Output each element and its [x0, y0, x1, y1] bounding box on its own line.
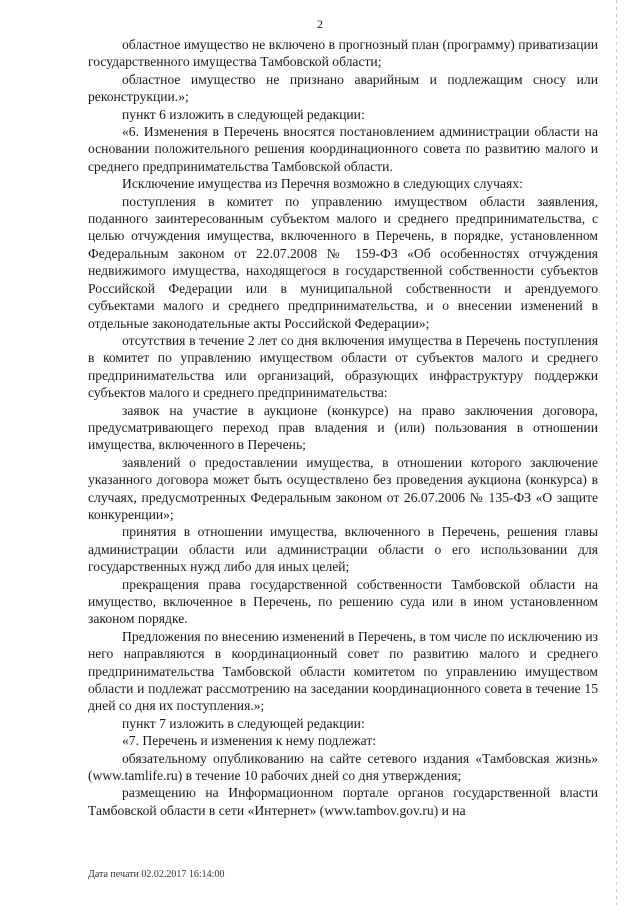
- paragraph: заявлений о предоставлении имущества, в отношении которого заключение указанного договора может быть осуществлено без проведения аукциона (конкурса) в случаях, предусмотренных Федеральным законом от 26.07.2006 № 135-ФЗ «О защите конкуренции»;: [88, 454, 598, 522]
- scan-artifact-line: [606, 0, 626, 905]
- paragraph: пункт 7 изложить в следующей редакции:: [122, 715, 365, 731]
- paragraph: поступления в комитет по управлению имуществом области заявления, поданного заинтересованным субъектом малого и среднего предпринимательства, с целью отчуждения имущества, включенного в Перечень, в порядке, установленном Федеральным законом от 22.07.2008 № 159-ФЗ «Об особенностях отчуждения недвижимого имущества, находящегося в государственной собственности субъектов Российской Федерации или в муниципальной собственности и арендуемого субъектами малого и среднего предпринимательства, и о внесении изменений в отдельные законодательные акты Российской Федерации»;: [88, 193, 598, 331]
- paragraph: пункт 6 изложить в следующей редакции:: [122, 106, 365, 122]
- paragraph: «7. Перечень и изменения к нему подлежат:: [122, 733, 377, 749]
- paragraph: размещению на Информационном портале органов государственной власти Тамбовской области в сети «Интернет» (www.tambov.gov.ru) и на: [88, 785, 598, 818]
- paragraph: отсутствия в течение 2 лет со дня включения имущества в Перечень поступления в комитет по управлению имуществом области от субъектов малого и среднего предпринимательства или организаций, образующих инфраструктуру поддержки субъектов малого и среднего предпринимательства:: [88, 332, 598, 401]
- print-date-footer: Дата печати 02.02.2017 16:14:00: [88, 869, 225, 880]
- paragraph: прекращения права государственной собственности Тамбовской области на имущество, включенное в Перечень, по решению суда или в ином установленном законом порядке.: [88, 576, 598, 627]
- paragraph: Предложения по внесению изменений в Перечень, в том числе по исключению из него направляются в координационный совет по развитию малого и среднего предпринимательства Тамбовской области комитетом по управлению имуществом области и подлежат рассмотрению на заседании координационного совета в течение 15 дней со дня их поступления.»;: [88, 628, 598, 714]
- page-number: 2: [317, 17, 323, 31]
- paragraph: заявок на участие в аукционе (конкурсе) на право заключения договора, предусматривающего переход прав владения и (или) пользования в отношении имущества, включенного в Перечень;: [88, 402, 598, 453]
- paragraph: областное имущество не включено в прогнозный план (программу) приватизации государственного имущества Тамбовской области;: [88, 37, 598, 70]
- paragraph: обязательному опубликованию на сайте сетевого издания «Тамбовская жизнь» (www.tamlife.ru) в течение 10 рабочих дней со дня утверждения;: [88, 750, 598, 784]
- paragraph: областное имущество не признано аварийным и подлежащим сносу или реконструкции.»;: [88, 71, 598, 105]
- paragraph: принятия в отношении имущества, включенного в Перечень, решения главы администрации области или администрации области о его использовании для государственных нужд либо для иных целей;: [88, 524, 598, 575]
- paragraph: «6. Изменения в Перечень вносятся постановлением администрации области на основании положительного решения координационного совета по развитию малого и среднего предпринимательства Тамбовской области.: [88, 124, 598, 174]
- paragraph: Исключение имущества из Перечня возможно в следующих случаях:: [122, 176, 523, 192]
- document-body: [88, 36, 598, 819]
